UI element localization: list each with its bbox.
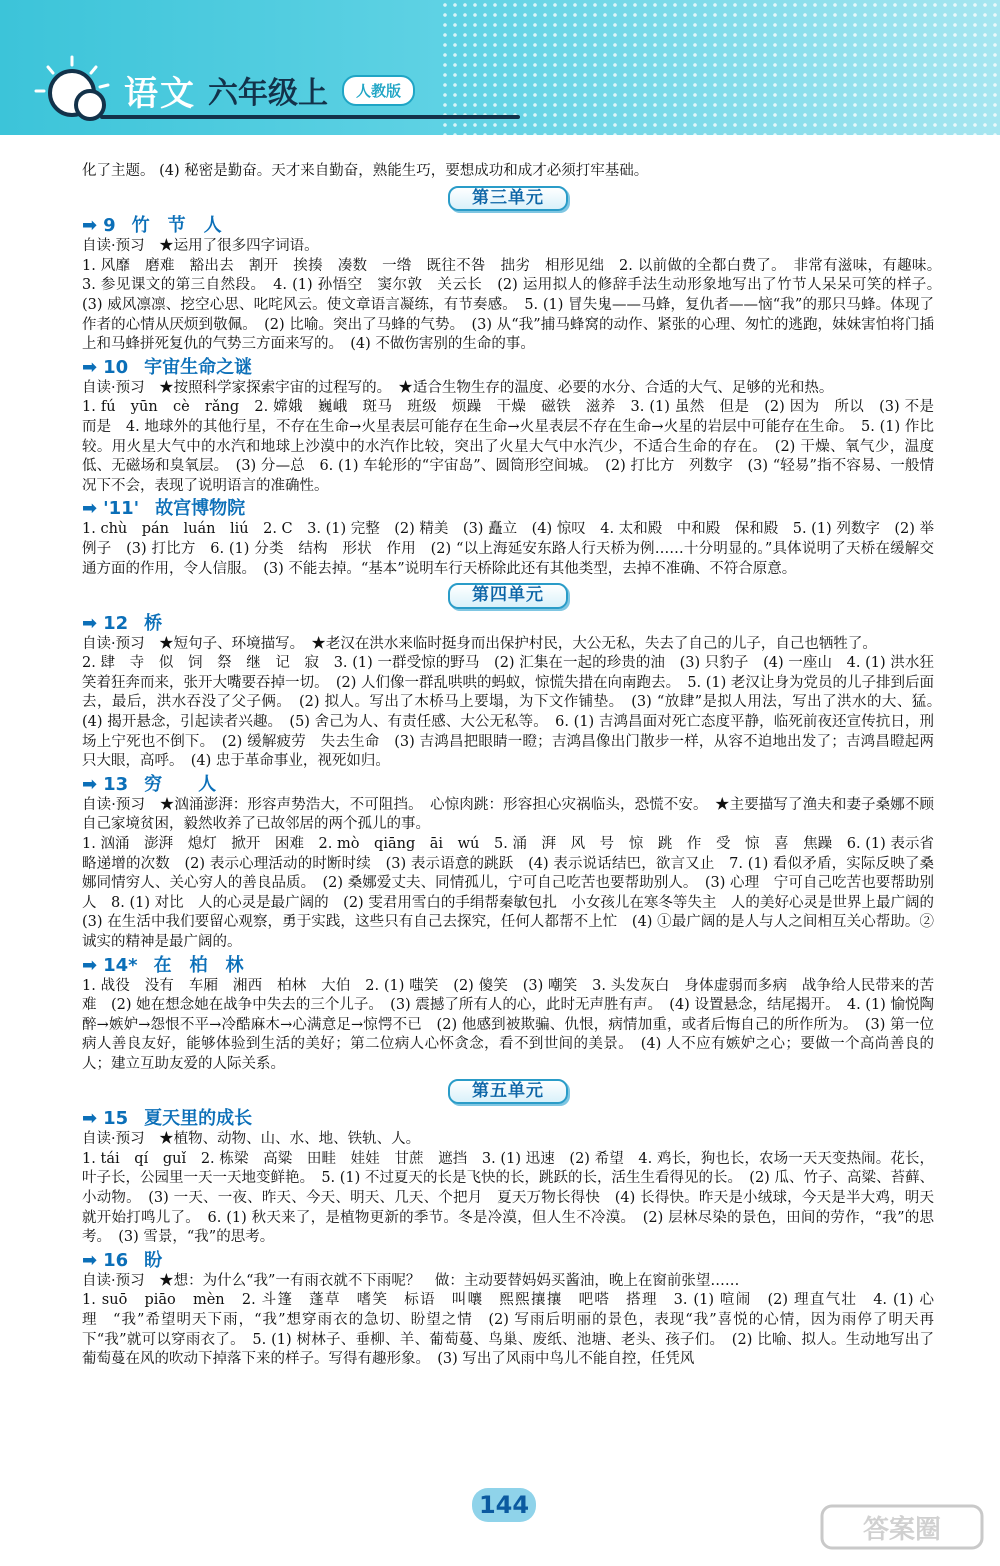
dot-pattern: [440, 0, 1000, 135]
arrow-icon: ➡: [82, 356, 98, 378]
answer-paragraph: 自读·预习 ★运用了很多四字词语。: [82, 238, 319, 255]
lesson-heading: [82, 774, 934, 796]
answer-paragraph: 自读·预习 ★按照科学家探索宇宙的过程写的。 ★适合生物生存的温度、必要的水分、合适的大气、足够的光和热。: [82, 379, 834, 396]
lesson-heading: [82, 1108, 934, 1130]
arrow-icon: ➡: [82, 215, 98, 237]
lesson-title: 在 柏 林: [153, 954, 244, 976]
lesson-title: 故宫博物院: [155, 498, 246, 520]
lesson-heading: [82, 1250, 934, 1272]
lesson-title: 夏天里的成长: [144, 1108, 253, 1130]
lesson-number: 15: [103, 1108, 129, 1130]
answer-paragraph: 1. 战役 没有 车厢 湘西 柏林 大伯 2. (1) 嗤笑 (2) 傻笑 (3) 嘲笑 3. 头发灰白 身体虚弱而多病 战争给人民带来的苦难 (2) 她在想念她在战争中失去的三个儿子。 (3) 震撼了所有人的心，此时无声胜有声。 (4) 设置悬念，结尾揭开。 4. (1) 愉悦陶醉→嫉妒→怨恨不平→冷酷麻木→心满意足→惊愕不已 (2) 他感到被欺骗、仇恨，病情加重，或者后悔自己的所作所为。 (3) 第一位病人善良友好，能够体验到生活的美好；第二位病人心怀贪念，看不到世间的美景。 (4) 人不应有嫉妒之心；要做一个高尚善良的人；建立互助友爱的人际关系。: [82, 977, 934, 1072]
title-underline: [100, 115, 520, 119]
answer-paragraph: 1. suō piāo mèn 2. 斗篷 蓬草 嗜笑 标语 叫嚷 熙熙攘攘 吧嗒 搭理 3. (1) 喧闹 (2) 理直气壮 4. (1) 心理 “我”希望明天下雨，“我”想穿雨衣的急切、盼望之情 (2) 写雨后明丽的景色，表现“我”喜悦的心情，因为雨停了明天再下“我”就可以穿雨衣了。 5. (1) 树林子、垂柳、羊、葡萄蔓、鸟巢、废纸、池塘、老头、孩子们。 (2) 比喻、拟人。生动地写出了葡萄蔓在风的吹动下掉落下来的样子。写得有趣形象。 (3) 写出了风雨中鸟儿不能自控，任凭风: [82, 1292, 934, 1368]
answer-paragraph: 自读·预习 ★汹涌澎湃：形容声势浩大，不可阻挡。 心惊肉跳：形容担心灾祸临头，恐慌不安。 ★主要描写了渔夫和妻子桑娜不顾自己家境贫困，毅然收养了已故邻居的两个孤儿的事。: [82, 796, 934, 833]
unit-heading-row: [82, 583, 934, 609]
lesson-title: 宇宙生命之谜: [144, 356, 253, 378]
lesson-number: 9: [103, 215, 116, 237]
answer-paragraph: 2. 肆 寺 似 饲 祭 继 记 寂 3. (1) 一群受惊的野马 (2) 汇集在一起的珍贵的油 (3) 只豹子 (4) 一座山 4. (1) 洪水狂笑着狂奔而来，张开大嘴要吞掉一切。 (2) 人们像一群乱哄哄的蚂蚁，惊慌失措在向南跑去。 5. (1) 老汉让身为党员的儿子排到后面去，最后，洪水吞没了父子俩。 (2) 拟人。写出了木桥马上要塌，为下文作铺垫。 (3) “放肆”是拟人用法，写出了洪水的大、猛。 (4) 揭开悬念，引起读者兴趣。 (5) 舍己为人、有责任感、大公无私等。 6. (1) 吉鸿昌面对死亡态度平静，临死前夜还宣传抗日，刑场上宁死也不倒下。 (2) 缓解疲劳 失去生命 (3) 吉鸿昌把眼睛一瞪；吉鸿昌像出门散步一样，从容不迫地出发了；吉鸿昌瞪起两只大眼，高呼。 (4) 忠于革命事业，视死如归。: [82, 655, 949, 770]
answer-paragraph: 1. chù pán luán liú 2. C 3. (1) 完整 (2) 精美 (3) 矗立 (4) 惊叹 4. 太和殿 中和殿 保和殿 5. (1) 列数字 (2) 举例子 (3) 打比方 6. (1) 分类 结构 形状 作用 (2) “以上海延安东路人行天桥为例……十分明显的。”具体说明了天桥在缓解交通方面的作用，令人信服。 (3) 不能去掉。“基本”说明车行天桥除此还有其他类型，去掉不准确、不符合原意。: [82, 521, 934, 577]
lesson-number: 14*: [103, 954, 138, 976]
answer-paragraph: 1. fú yūn cè rǎng 2. 嫦娥 巍峨 斑马 班级 烦躁 干燥 磁铁 滋养 3. (1) 虽然 但是 (2) 因为 所以 (3) 不是 而是 4. 地球外的其他行星，不存在生命→火星表层可能存在生命→火星表层不存在生命→火星的岩层中可能存在生命。 5. (1) 作比较。用火星大气中的水汽和地球上沙漠中的水汽作比较，突出了火星大气中水汽少，不适合生命的存在。 (2) 干燥、氧气少，温度低、无磁场和臭氧层。 (3) 分—总 6. (1) 车轮形的“宇宙岛”、圆筒形空间城。 (2) 打比方 列数字 (3) “轻易”指不容易、一般情况下不会，表现了说明语言的准确性。: [82, 399, 949, 494]
page-number: 144: [472, 1488, 536, 1522]
edition-badge: 人教版: [342, 75, 415, 106]
answer-content: [82, 162, 949, 1370]
lesson-number: 13: [103, 773, 129, 795]
arrow-icon: ➡: [82, 1108, 98, 1130]
lesson-title: 盼: [144, 1249, 163, 1271]
lesson-number: '11': [103, 498, 140, 520]
arrow-icon: ➡: [82, 498, 98, 520]
lesson-title: 穷 人: [144, 773, 217, 795]
lesson-number: 16: [103, 1249, 129, 1271]
lesson-number: 12: [103, 612, 129, 634]
lesson-heading: [82, 357, 934, 379]
arrow-icon: ➡: [82, 954, 98, 976]
arrow-icon: ➡: [82, 612, 98, 634]
answer-paragraph: 自读·预习 ★想：为什么“我”一有雨衣就不下雨呢？ 做：主动要替妈妈买酱油，晚上在窗前张望……: [82, 1272, 740, 1289]
grade-title: 六年级上: [208, 76, 328, 111]
answer-paragraph: 1. tái qí guǐ 2. 栋梁 高粱 田畦 娃娃 甘蔗 遮挡 3. (1) 迅速 (2) 希望 4. 鸡长，狗也长，农场一天天变热闹。花长，叶子长，公园里一天一天地变鲜艳。 5. (1) 不过夏天的长是飞快的长，跳跃的长，活生生看得见的长。 (2) 瓜、竹子、高粱、苔藓、小动物。 (3) 一天、一夜、昨天、今天、明天、几天、个把月 夏天万物长得快 (4) 长得快。昨天是小绒球，今天是半大鸡，明天就开始打鸣儿了。 6. (1) 秋天来了，是植物更新的季节。冬是冷漠，但人生不冷漠。 (2) 层林尽染的景色，田间的劳作，“我”的思考。 (3) 雪景，“我”的思考。: [82, 1150, 934, 1246]
lesson-heading: [82, 215, 934, 237]
svg-text:答案圈: 答案圈: [862, 1515, 942, 1545]
lesson-heading: [82, 613, 934, 635]
unit-heading: 第三单元: [448, 186, 568, 212]
unit-heading-row: [82, 1079, 934, 1105]
arrow-icon: ➡: [82, 773, 98, 795]
answer-paragraph: 化了主题。 (4) 秘密是勤奋。天才来自勤奋，熟能生巧，要想成功和成才必须打牢基础。: [82, 163, 649, 179]
answer-paragraph: 1. 风靡 磨难 豁出去 割开 挨揍 凑数 一绺 既往不咎 拙劣 相形见绌 2. 以前做的全都白费了。 非常有滋味，有趣味。 3. 参见课文的第三自然段。 4. (1) 孙悟空 窦尔敦 关云长 (2) 运用拟人的修辞手法生动形象地写出了竹节人呆呆可笑的样子。 (3) 威风凛凛、挖空心思、叱咤风云。使文章语言凝练，有节奏感。 5. (1) 冒失鬼——马蜂，复仇者——恼“我”的那只马蜂。体现了作者的心情从厌烦到敬佩。 (2) 比喻。突出了马蜂的气势。 (3) 从“我”捕马蜂窝的动作、紧张的心理、匆忙的逃跑，妹妹害怕将门插上和马蜂拼死复仇的气势三方面来写的。 (4) 不做伤害别的生命的事。: [82, 257, 949, 353]
lesson-title: 竹 节 人: [131, 215, 222, 237]
unit-heading: 第五单元: [448, 1079, 568, 1105]
arrow-icon: ➡: [82, 1249, 98, 1271]
unit-heading: 第四单元: [448, 583, 568, 609]
lesson-heading: [82, 498, 934, 520]
answer-paragraph: 自读·预习 ★植物、动物、山、水、地、铁轨、人。: [82, 1131, 421, 1148]
answer-paragraph: 1. 汹涌 澎湃 熄灯 掀开 困难 2. mò qiāng āi wú 5. 涌 湃 风 号 惊 跳 作 受 惊 喜 焦躁 6. (1) 表示省略递增的次数 (2) 表示心理活动的时断时续 (3) 表示语意的跳跃 (4) 表示说话结巴，欲言又止 7. (1) 看似矛盾，实际反映了桑娜同情穷人、关心穷人的善良品质。 (2) 桑娜爱丈夫、同情孤儿，宁可自己吃苦也要帮助别人。 (3) 心理 宁可自己吃苦也要帮助别人 8. (1) 对比 人的心灵是最广阔的 (2) 雯君用雪白的手绢帮秦敏包扎 小女孩儿在寒冬等失主 人的美好心灵是世界上最广阔的 (3) 在生活中我们要留心观察，勇于实践，这些只有自己去探究，任何人都帮不上忙 (4) ①最广阔的是人与人之间相互关心帮助。②诚实的精神是最广阔的。: [82, 836, 949, 950]
lesson-number: 10: [103, 356, 129, 378]
lesson-title: 桥: [144, 612, 163, 634]
page-header: [0, 0, 1000, 135]
watermark-logo: [818, 1500, 988, 1560]
unit-heading-row: [82, 186, 934, 212]
subject-title: 语文: [124, 73, 196, 114]
lesson-heading: [82, 955, 934, 977]
answer-paragraph: 自读·预习 ★短句子、环境描写。 ★老汉在洪水来临时挺身而出保护村民，大公无私，失去了自己的儿子，自己也牺牲了。: [82, 635, 877, 652]
